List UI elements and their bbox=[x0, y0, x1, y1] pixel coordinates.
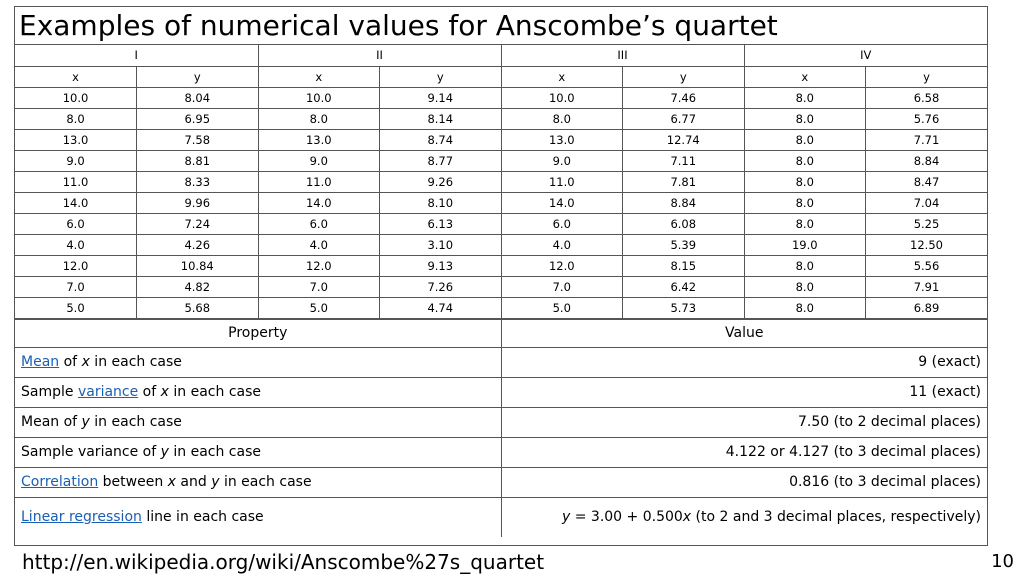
table-cell: 6.95 bbox=[137, 108, 259, 129]
table-cell: 12.50 bbox=[866, 234, 988, 255]
table-row bbox=[15, 213, 987, 234]
table-cell: 19.0 bbox=[744, 234, 866, 255]
table-cell: 6.42 bbox=[623, 276, 745, 297]
table-cell: 9.0 bbox=[501, 150, 623, 171]
table-cell: 7.0 bbox=[258, 276, 380, 297]
table-cell: 7.0 bbox=[15, 276, 137, 297]
table-cell: 8.33 bbox=[137, 171, 259, 192]
table-cell: 9.13 bbox=[380, 255, 502, 276]
quartet-data-table bbox=[15, 45, 987, 319]
table-cell: 14.0 bbox=[258, 192, 380, 213]
table-cell: 8.84 bbox=[623, 192, 745, 213]
table-cell: 6.0 bbox=[258, 213, 380, 234]
table-cell: 5.56 bbox=[866, 255, 988, 276]
property-row-variance-y: Sample variance of y in each case 4.122 or 4.127 (to 3 decimal places) bbox=[15, 437, 987, 467]
table-cell: 8.84 bbox=[866, 150, 988, 171]
table-cell: 8.0 bbox=[744, 108, 866, 129]
table-cell: 7.11 bbox=[623, 150, 745, 171]
table-cell: 8.74 bbox=[380, 129, 502, 150]
table-cell: 5.73 bbox=[623, 297, 745, 318]
table-cell: 8.0 bbox=[744, 192, 866, 213]
table-cell: 8.0 bbox=[15, 108, 137, 129]
table-cell: 7.04 bbox=[866, 192, 988, 213]
table-cell: 12.0 bbox=[258, 255, 380, 276]
table-cell: 9.0 bbox=[15, 150, 137, 171]
table-cell: 5.68 bbox=[137, 297, 259, 318]
variance-x-value: 11 (exact) bbox=[501, 377, 987, 407]
table-cell: 7.24 bbox=[137, 213, 259, 234]
table-cell: 7.46 bbox=[623, 87, 745, 108]
table-row bbox=[15, 150, 987, 171]
table-cell: 11.0 bbox=[15, 171, 137, 192]
table-cell: 12.0 bbox=[15, 255, 137, 276]
table-cell: 8.0 bbox=[744, 213, 866, 234]
table-row bbox=[15, 297, 987, 318]
axis-header-row bbox=[15, 66, 987, 87]
property-row-linear-regression: Linear regression line in each case y = 3.00 + 0.500x (to 2 and 3 decimal places, respectively) bbox=[15, 497, 987, 537]
table-cell: 7.0 bbox=[501, 276, 623, 297]
table-cell: 8.81 bbox=[137, 150, 259, 171]
group-header: I bbox=[15, 45, 258, 66]
table-cell: 6.0 bbox=[501, 213, 623, 234]
table-cell: 14.0 bbox=[501, 192, 623, 213]
table-cell: 8.15 bbox=[623, 255, 745, 276]
table-row bbox=[15, 87, 987, 108]
table-cell: 6.58 bbox=[866, 87, 988, 108]
table-cell: 8.0 bbox=[501, 108, 623, 129]
table-cell: 7.81 bbox=[623, 171, 745, 192]
table-cell: 5.76 bbox=[866, 108, 988, 129]
table-cell: 4.0 bbox=[258, 234, 380, 255]
group-header: IV bbox=[744, 45, 987, 66]
table-cell: 8.0 bbox=[744, 297, 866, 318]
table-cell: 8.04 bbox=[137, 87, 259, 108]
table-cell: 8.0 bbox=[744, 171, 866, 192]
table-row bbox=[15, 108, 987, 129]
table-cell: 8.10 bbox=[380, 192, 502, 213]
table-cell: 8.0 bbox=[744, 150, 866, 171]
table-cell: 10.84 bbox=[137, 255, 259, 276]
table-cell: 6.13 bbox=[380, 213, 502, 234]
value-column-header: Value bbox=[501, 319, 987, 347]
variance-y-value: 4.122 or 4.127 (to 3 decimal places) bbox=[501, 437, 987, 467]
table-cell: 12.74 bbox=[623, 129, 745, 150]
table-row bbox=[15, 255, 987, 276]
variance-link[interactable]: variance bbox=[77, 384, 139, 400]
properties-table bbox=[15, 319, 987, 538]
table-row bbox=[15, 129, 987, 150]
table-cell: 11.0 bbox=[258, 171, 380, 192]
table-cell: 6.0 bbox=[15, 213, 137, 234]
group-header: III bbox=[501, 45, 744, 66]
table-cell: 8.47 bbox=[866, 171, 988, 192]
mean-link[interactable]: Mean bbox=[21, 354, 60, 370]
group-header-row bbox=[15, 45, 987, 66]
table-row bbox=[15, 171, 987, 192]
table-cell: 8.0 bbox=[744, 87, 866, 108]
table-cell: 9.26 bbox=[380, 171, 502, 192]
table-cell: 4.0 bbox=[15, 234, 137, 255]
table-cell: 5.0 bbox=[258, 297, 380, 318]
table-cell: 5.0 bbox=[501, 297, 623, 318]
table-row bbox=[15, 192, 987, 213]
table-row bbox=[15, 234, 987, 255]
table-cell: 10.0 bbox=[15, 87, 137, 108]
table-cell: 4.82 bbox=[137, 276, 259, 297]
page-number: 10 bbox=[991, 551, 1014, 572]
table-cell: 13.0 bbox=[501, 129, 623, 150]
table-cell: 8.0 bbox=[258, 108, 380, 129]
table-cell: 8.0 bbox=[744, 255, 866, 276]
property-row-correlation: Correlation between x and y in each case 0.816 (to 3 decimal places) bbox=[15, 467, 987, 497]
table-cell: 4.0 bbox=[501, 234, 623, 255]
table-cell: 10.0 bbox=[258, 87, 380, 108]
mean-y-value: 7.50 (to 2 decimal places) bbox=[501, 407, 987, 437]
table-cell: 12.0 bbox=[501, 255, 623, 276]
property-column-header: Property bbox=[15, 319, 501, 347]
property-row-variance-x: Sample variance of x in each case 11 (exact) bbox=[15, 377, 987, 407]
table-cell: 7.71 bbox=[866, 129, 988, 150]
slide-frame bbox=[14, 6, 988, 546]
correlation-value: 0.816 (to 3 decimal places) bbox=[501, 467, 987, 497]
table-cell: 4.74 bbox=[380, 297, 502, 318]
table-cell: 5.25 bbox=[866, 213, 988, 234]
table-cell: 5.0 bbox=[15, 297, 137, 318]
axis-header: x bbox=[501, 66, 623, 87]
axis-header: y bbox=[137, 66, 259, 87]
group-header: II bbox=[258, 45, 501, 66]
table-cell: 7.58 bbox=[137, 129, 259, 150]
linear-regression-value: y = 3.00 + 0.500x (to 2 and 3 decimal places, respectively) bbox=[501, 497, 987, 537]
axis-header: y bbox=[866, 66, 988, 87]
table-cell: 9.96 bbox=[137, 192, 259, 213]
table-cell: 8.0 bbox=[744, 276, 866, 297]
table-cell: 8.0 bbox=[744, 129, 866, 150]
table-row bbox=[15, 276, 987, 297]
table-cell: 14.0 bbox=[15, 192, 137, 213]
table-cell: 6.08 bbox=[623, 213, 745, 234]
table-cell: 13.0 bbox=[15, 129, 137, 150]
table-cell: 8.14 bbox=[380, 108, 502, 129]
source-url: http://en.wikipedia.org/wiki/Anscombe%27s_quartet bbox=[22, 550, 545, 574]
axis-header: x bbox=[258, 66, 380, 87]
table-cell: 6.89 bbox=[866, 297, 988, 318]
properties-header-row bbox=[15, 319, 987, 347]
table-cell: 7.26 bbox=[380, 276, 502, 297]
axis-header: x bbox=[15, 66, 137, 87]
axis-header: y bbox=[380, 66, 502, 87]
table-cell: 9.14 bbox=[380, 87, 502, 108]
table-cell: 11.0 bbox=[501, 171, 623, 192]
table-cell: 8.77 bbox=[380, 150, 502, 171]
table-cell: 10.0 bbox=[501, 87, 623, 108]
table-cell: 6.77 bbox=[623, 108, 745, 129]
table-cell: 9.0 bbox=[258, 150, 380, 171]
property-row-mean-x: Mean of x in each case 9 (exact) bbox=[15, 347, 987, 377]
linear-regression-link[interactable]: Linear regression bbox=[21, 509, 142, 526]
property-row-mean-y: Mean of y in each case 7.50 (to 2 decimal places) bbox=[15, 407, 987, 437]
slide-title: Examples of numerical values for Anscombe’s quartet bbox=[15, 7, 987, 45]
mean-x-value: 9 (exact) bbox=[501, 347, 987, 377]
table-cell: 5.39 bbox=[623, 234, 745, 255]
table-cell: 13.0 bbox=[258, 129, 380, 150]
table-cell: 3.10 bbox=[380, 234, 502, 255]
axis-header: y bbox=[623, 66, 745, 87]
table-cell: 4.26 bbox=[137, 234, 259, 255]
correlation-link[interactable]: Correlation bbox=[21, 474, 99, 490]
axis-header: x bbox=[744, 66, 866, 87]
table-cell: 7.91 bbox=[866, 276, 988, 297]
